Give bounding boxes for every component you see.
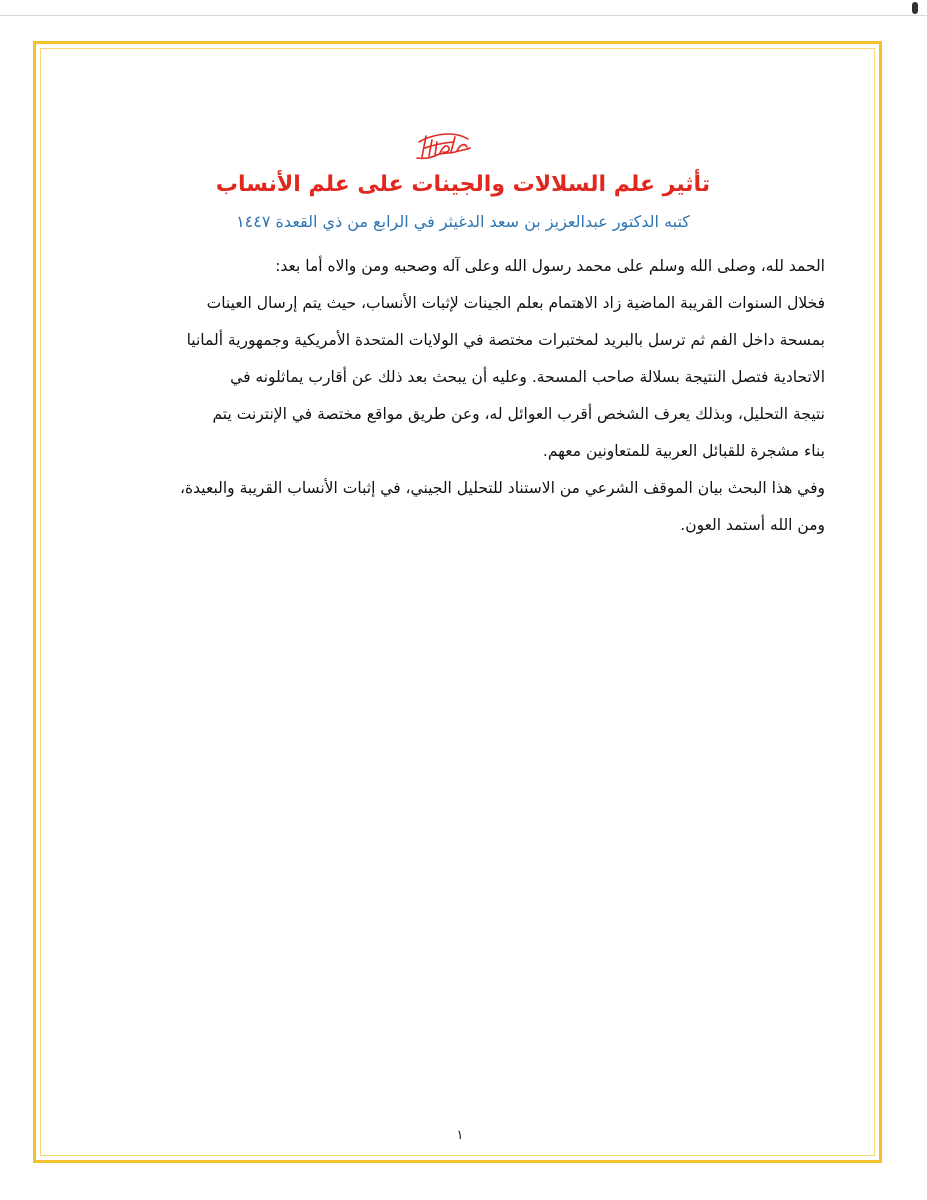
basmala-calligraphy <box>413 128 473 164</box>
text-line: نتيجة التحليل، وبذلك يعرف الشخص أقرب العوائل له، وعن طريق مواقع مختصة في الإنترنت يتم <box>212 405 825 423</box>
text-line: بمسحة داخل الفم ثم ترسل بالبريد لمختبرات مختصة في الولايات المتحدة الأمريكية وجمهورية ألمانيا <box>186 331 825 349</box>
text-line: بناء مشجرة للقبائل العربية للمتعاونين معهم. <box>542 442 825 460</box>
scroll-indicator[interactable] <box>912 2 918 14</box>
paragraph-research-purpose <box>96 470 825 544</box>
author-line: كتبه الدكتور عبدالعزيز بن سعد الدغيثر في الرابع من ذي القعدة ١٤٤٧ <box>236 212 690 231</box>
text-line: وفي هذا البحث بيان الموقف الشرعي من الاستناد للتحليل الجيني، في إثبات الأنساب القريبة والبعيدة، <box>180 479 825 497</box>
text-line: ومن الله أستمد العون. <box>680 516 825 534</box>
viewer-top-bar <box>0 0 927 16</box>
text-line: فخلال السنوات القريبة الماضية زاد الاهتمام بعلم الجينات لإثبات الأنساب، حيث يتم إرسال العينات <box>206 294 825 312</box>
paragraph-opening <box>96 248 825 285</box>
top-bar-divider <box>0 15 927 16</box>
document-body <box>96 248 825 544</box>
page-number: ١ <box>456 1128 464 1143</box>
text-line: الحمد لله، وصلى الله وسلم على محمد رسول الله وعلى آله وصحبه ومن والاه أما بعد: <box>275 257 825 275</box>
text-line: الاتحادية فتصل النتيجة بسلالة صاحب المسحة. وعليه أن يبحث بعد ذلك عن أقارب يماثلونه في <box>230 368 825 386</box>
paragraph-main <box>96 285 825 470</box>
document-title: تأثير علم السلالات والجينات على علم الأنساب <box>215 172 711 197</box>
